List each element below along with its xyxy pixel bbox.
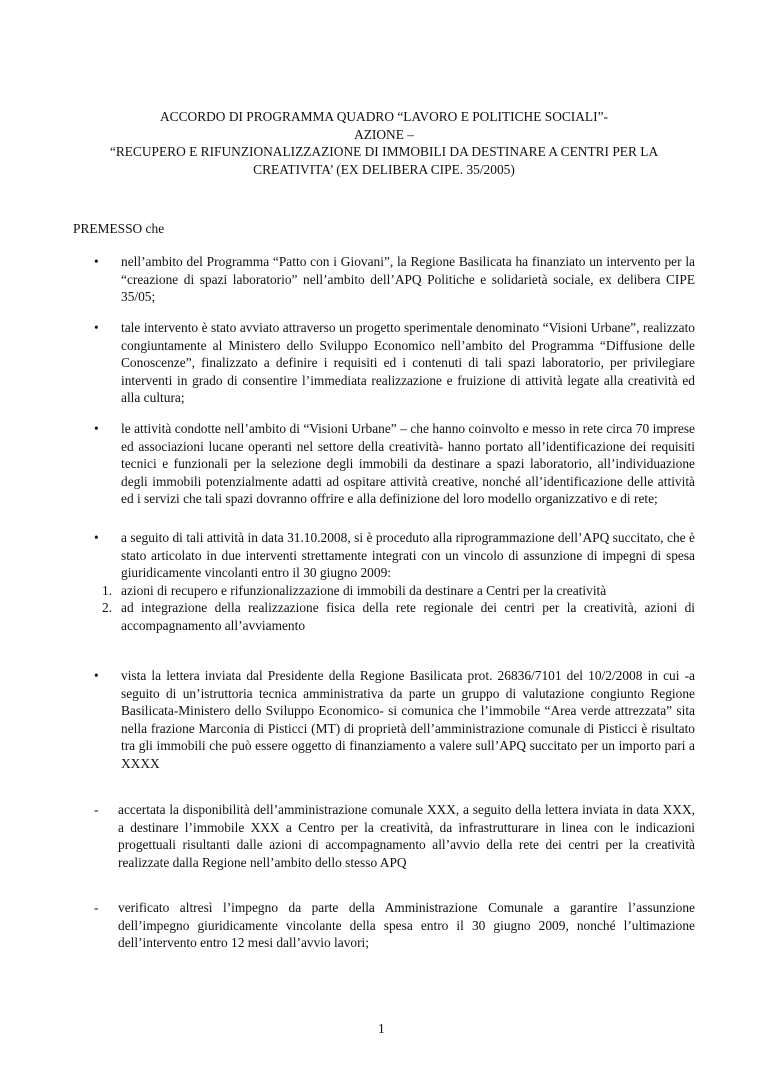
list-number: 1. [102, 582, 113, 598]
dash-icon: - [94, 900, 99, 915]
bullet-item [94, 667, 695, 773]
dash-icon: - [94, 802, 99, 817]
bullet-item [94, 253, 695, 306]
bullet-icon: • [94, 530, 99, 545]
bullet-item [94, 529, 695, 635]
bullet-text: a seguito di tali attività in data 31.10.2008, si è proceduto alla riprogrammazione dell’APQ succitato, che è stato articolato in due interventi strettamente integrati con un vincolo di assunzione di impegni di spesa giuridicamente vincolanti entro il 30 giugno 2009: [121, 530, 695, 581]
sublist-item [88, 599, 695, 634]
title-line: ACCORDO DI PROGRAMMA QUADRO “LAVORO E POLITICHE SOCIALI”- [160, 109, 608, 124]
bullet-text: le attività condotte nell’ambito di “Visioni Urbane” – che hanno coinvolto e messo in rete circa 70 imprese ed associazioni lucane operanti nel settore della creatività- hanno portato all’identificazione dei requisiti tecnici e funzionali per la selezione degli immobili da destinare a spazi laboratorio, all’individuazione degli immobili potenzialmente adatti ad ospitare attività creative, nonché all’identificazione delle attività ed i servizi che tali spazi dovranno offrire e alla definizione del loro modello organizzativo e di rete; [121, 421, 695, 507]
sublist-text: azioni di recupero e rifunzionalizzazione di immobili da destinare a Centri per la creatività [121, 582, 607, 598]
bullet-text: vista la lettera inviata dal Presidente della Regione Basilicata prot. 26836/7101 del 10/2/2008 in cui -a seguito di un’istruttoria tecnica amministrativa da parte un gruppo di valutazione congiunto Regione Basilicata-Ministero dello Sviluppo Economico- si comunica che l’immobile “Area verde attrezzata” sita nella frazione Marconia di Pisticci (MT) di proprietà dell’amministrazione comunale di Pisticci è risultato tra gli immobili che può essere oggetto di finanziamento a valere sull’APQ succitato per un importo pari a XXXX [121, 668, 695, 771]
bullet-text: tale intervento è stato avviato attraverso un progetto sperimentale denominato “Visioni Urbane”, realizzato congiuntamente al Ministero dello Sviluppo Economico nell’ambito del Programma “Diffusione delle Conoscenze”, finalizzato a definire i requisiti ed i contenuti di tali spazi laboratorio, per privilegiare interventi in grado di consentire l’immediata realizzazione e fruizione di attività legate alla creatività ed alla cultura; [121, 320, 695, 406]
list-number: 2. [102, 600, 113, 616]
sublist-item [88, 582, 695, 600]
dash-item [94, 899, 695, 952]
bullet-icon: • [94, 254, 99, 269]
dash-text: verificato altresì l’impegno da parte della Amministrazione Comunale a garantire l’assunzione dell’impegno giuridicamente vincolante della spesa entro il 30 giugno 2009, nonché l’ultimazione dell’intervento entro 12 mesi dall’avvio lavori; [118, 900, 695, 951]
title-line: CREATIVITA’ (EX DELIBERA CIPE. 35/2005) [253, 161, 515, 177]
bullet-item [94, 319, 695, 407]
bullet-icon: • [94, 320, 99, 335]
bullet-text: nell’ambito del Programma “Patto con i Giovani”, la Regione Basilicata ha finanziato un intervento per la “creazione di spazi laboratorio” nell’ambito dell’APQ Politiche e solidarietà sociale, ex delibera CIPE 35/05; [121, 254, 695, 305]
bullet-item [94, 420, 695, 508]
premesso-heading: PREMESSO che [73, 221, 165, 236]
bullet-icon: • [94, 668, 99, 683]
document-title [70, 108, 698, 178]
title-line: AZIONE – [354, 126, 414, 142]
bullet-icon: • [94, 421, 99, 436]
numbered-sublist [88, 582, 695, 635]
dash-item [94, 801, 695, 871]
page-number: 1 [378, 1021, 385, 1036]
title-line: “RECUPERO E RIFUNZIONALIZZAZIONE DI IMMOBILI DA DESTINARE A CENTRI PER LA [109, 144, 659, 159]
sublist-text: ad integrazione della realizzazione fisica della rete regionale dei centri per la creatività, azioni di accompagnamento all’avviamento [121, 600, 695, 633]
dash-text: accertata la disponibilità dell’amministrazione comunale XXX, a seguito della lettera inviata in data XXX, a destinare l’immobile XXX a Centro per la creatività, da infrastrutturare in linea con le indicazioni progettuali risultanti dalle azioni di accompagnamento all’avvio della rete dei centri per la creatività realizzate dalla Regione nell’ambito dello stesso APQ [118, 802, 695, 870]
